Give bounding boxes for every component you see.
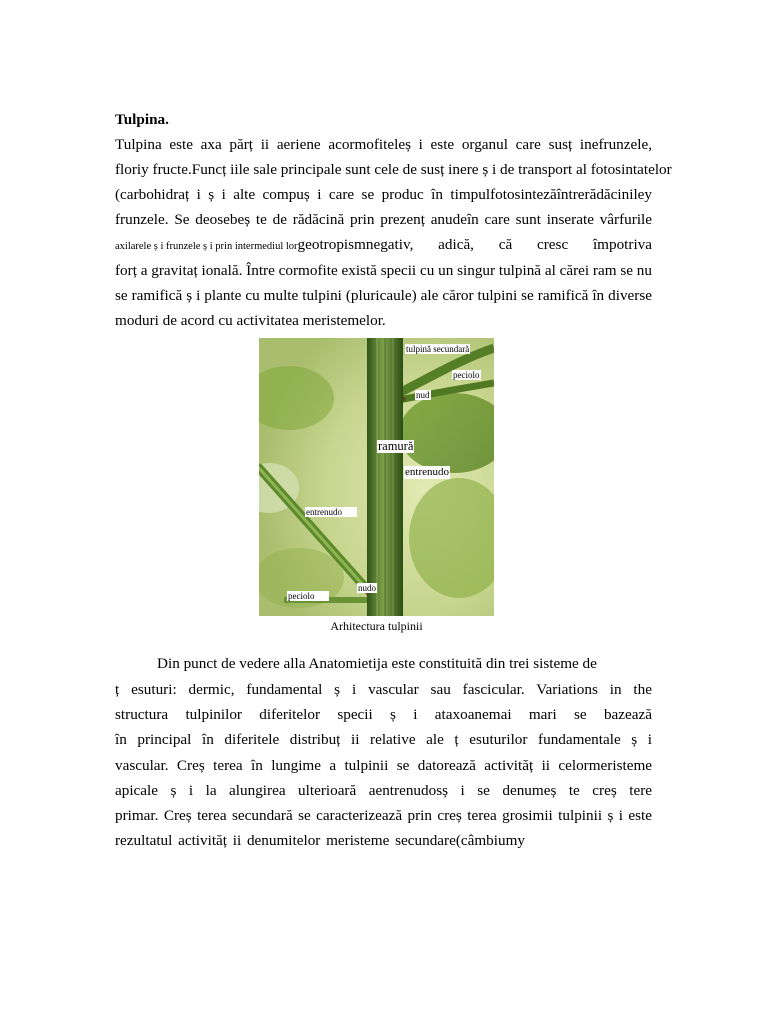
- paragraph-line: frunzele. Se deosebeș te de rădăcină prin prezenț anudeîn care sunt inserate vârfurile: [115, 211, 652, 228]
- stem-photo: [259, 338, 494, 616]
- paragraph-line: apicale ș i la alungirea ulterioară aentrenudosș i se denumeș te creș tere: [115, 782, 652, 799]
- label-internode-right: entrenudo: [405, 466, 449, 478]
- paragraph-line: Tulpina este axa părț ii aeriene acormofiteleș i este organul care susț inefrunzele,: [115, 136, 652, 153]
- text-rest: geotropismnegativ, adică, că cresc împotriva: [297, 236, 652, 253]
- label-branch: ramură: [378, 439, 414, 453]
- paragraph-line: ț esuturi: dermic, fundamental ș i vascular sau fascicular. Variations in the: [115, 681, 652, 698]
- label-node-top: nud: [416, 390, 430, 400]
- paragraph-line: rezultatul activităț ii denumitelor meristeme secundare(câmbiumy: [115, 832, 525, 849]
- paragraph-line: vascular. Creș terea în lungime a tulpinii se datorează activităț ii celormeristeme: [115, 757, 652, 774]
- small-text: axilarele ș i frunzele ș i prin intermediul lor: [115, 241, 298, 252]
- label-node-bottom: nudo: [358, 583, 376, 593]
- paragraph-line: moduri de acord cu activitatea meristemelor.: [115, 312, 386, 329]
- paragraph-line: (carbohidraț i ș i alte compuș i care se produc în timpulfotosintezăîntrerădăciniley: [115, 186, 652, 203]
- paragraph-line: în principal în diferitele distribuț ii relative ale ț esuturilor fundamentale ș i: [115, 731, 652, 748]
- paragraph-line: primar. Creș terea secundară se caracterizează prin creș terea grosimii tulpinii ș i este: [115, 807, 652, 824]
- paragraph-line: [115, 236, 652, 256]
- paragraph-line: floriy fructe.Funcț iile sale principale sunt cele de susț inere ș i de transport al fotosintatelor: [115, 161, 672, 178]
- label-secondary-stem: tulpină secundară: [406, 344, 470, 354]
- label-internode-left: entrenudo: [305, 507, 357, 517]
- paragraph-line: Din punct de vedere alla Anatomietija este constituită din trei sisteme de: [157, 655, 597, 672]
- heading: Tulpina.: [115, 111, 169, 128]
- figure-caption: Arhitectura tulpinii: [330, 619, 423, 633]
- label-petiole-bottom: peciolo: [287, 591, 329, 601]
- paragraph-line: forț a gravitaț ională. Între cormofite există specii cu un singur tulpină al cărei ram se nu: [115, 262, 652, 279]
- label-petiole-top: peciolo: [453, 370, 480, 380]
- paragraph-line: se ramifică ș i plante cu multe tulpini (pluricaule) ale căror tulpini se ramifică în diverse: [115, 287, 652, 304]
- paragraph-line: structura tulpinilor diferitelor specii ș i ataxoanemai mari se bazează: [115, 706, 652, 723]
